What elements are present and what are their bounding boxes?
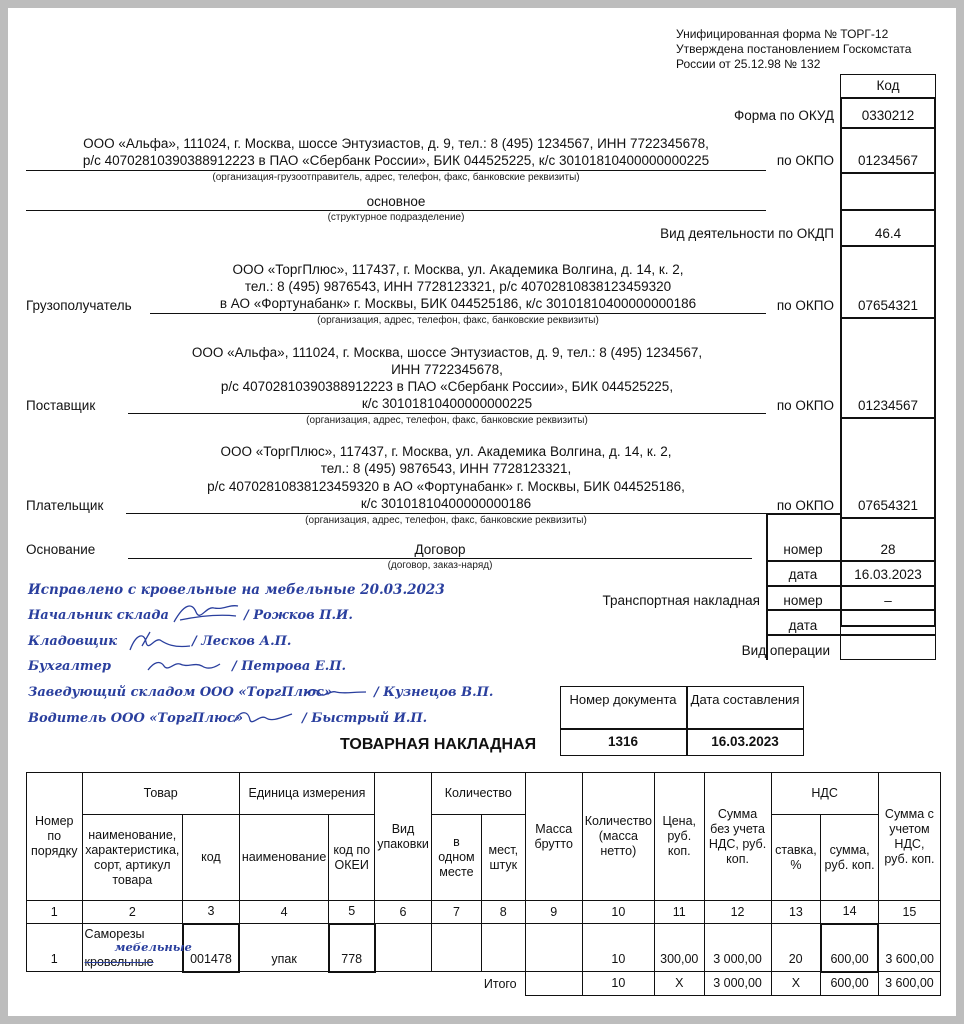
invoice-document xyxy=(8,8,956,1016)
col-number: 1 xyxy=(27,901,83,924)
supplier-line1: ООО «Альфа», 111024, г. Москва, шоссе Энтузиастов, д. 9, тел.: 8 (495) 1234567, xyxy=(191,345,703,360)
transport-label: Транспортная накладная xyxy=(602,593,760,608)
goods-table xyxy=(26,772,941,996)
row-code: 001478 xyxy=(183,924,240,972)
code-header: Код xyxy=(876,78,900,93)
payer-line1: ООО «ТоргПлюс», 117437, г. Москва, ул. Академика Волгина, д. 14, к. 2, xyxy=(220,444,672,459)
form-title-line3: России от 25.12.98 № 132 xyxy=(676,57,821,71)
head-name: / Рожков П.И. xyxy=(244,608,353,623)
division-hint: (структурное подразделение) xyxy=(327,212,465,223)
receiver-role: Заведующий складом ООО «ТоргПлюс» xyxy=(28,685,333,700)
shipper-okpo-value: 01234567 xyxy=(857,153,919,168)
supplier-okpo-value: 01234567 xyxy=(857,398,919,413)
row-unit: упак xyxy=(239,924,329,972)
header-sum-vat: Сумма с учетом НДС, руб. коп. xyxy=(878,773,940,901)
row-qty-one xyxy=(431,924,481,972)
operation-label: Вид операции xyxy=(741,643,830,658)
row-name-printed-2: кровельные xyxy=(84,955,154,969)
doc-number-header: Номер документа xyxy=(569,692,677,707)
supplier-line4: к/с 30101810400000000225 xyxy=(361,396,533,411)
col-number: 4 xyxy=(239,901,329,924)
header-vat-rate: ставка, % xyxy=(771,815,821,901)
doc-date-value: 16.03.2023 xyxy=(711,734,779,749)
shipper-line1: ООО «Альфа», 111024, г. Москва, шоссе Энтузиастов, д. 9, тел.: 8 (495) 1234567, ИНН 7722345678, xyxy=(83,136,709,151)
total-row xyxy=(27,972,941,996)
col-number: 9 xyxy=(525,901,582,924)
total-price: Х xyxy=(654,972,704,996)
keeper-role: Кладовщик xyxy=(28,634,118,649)
accountant-signature xyxy=(144,652,224,680)
okdp-value: 46.4 xyxy=(874,226,902,241)
driver-role: Водитель ООО «ТоргПлюс» xyxy=(28,711,244,726)
basis-date-label: дата xyxy=(788,567,818,582)
form-title-line1: Унифицированная форма № ТОРГ-12 xyxy=(676,27,889,41)
shipper-okpo-label: по ОКПО xyxy=(776,153,834,168)
okud-value: 0330212 xyxy=(861,108,915,123)
basis-label: Основание xyxy=(26,542,96,557)
col-number: 7 xyxy=(431,901,481,924)
total-net: 10 xyxy=(582,972,654,996)
header-vat: НДС xyxy=(771,773,878,815)
document-title: ТОВАРНАЯ НАКЛАДНАЯ xyxy=(340,736,537,753)
basis-number-value: 28 xyxy=(880,542,896,557)
consignee-hint: (организация, адрес, телефон, факс, банковские реквизиты) xyxy=(317,315,599,326)
col-number: 15 xyxy=(878,901,940,924)
header-net: Количество (масса нетто) xyxy=(582,773,654,901)
accountant-role: Бухгалтер xyxy=(28,659,112,674)
receiver-name: / Кузнецов В.П. xyxy=(374,685,494,700)
col-number: 10 xyxy=(582,901,654,924)
transport-date-label: дата xyxy=(788,618,818,633)
payer-line3: р/с 40702810838123459320 в АО «Фортунабанк» г. Москвы, БИК 044525186, xyxy=(207,479,685,494)
basis-hint: (договор, заказ-наряд) xyxy=(387,560,493,571)
doc-date-header: Дата составления xyxy=(690,692,800,707)
driver-name: / Быстрый И.П. xyxy=(302,711,428,726)
payer-line4: к/с 30101810400000000186 xyxy=(360,496,532,511)
row-price: 300,00 xyxy=(654,924,704,972)
consignee-okpo-label: по ОКПО xyxy=(776,298,834,313)
header-goods-name: наименование, характеристика, сорт, артикул товара xyxy=(82,815,183,901)
header-qty: Количество xyxy=(431,773,525,815)
header-unit-okei: код по ОКЕИ xyxy=(329,815,375,901)
consignee-line2: тел.: 8 (495) 9876543, ИНН 7728123321, р/с 40702810838123459320 xyxy=(244,279,672,294)
head-role: Начальник склада xyxy=(28,608,169,623)
total-sum-vat: 3 600,00 xyxy=(878,972,940,996)
col-number: 8 xyxy=(481,901,525,924)
row-net: 10 xyxy=(582,924,654,972)
header-pack: Вид упаковки xyxy=(375,773,432,901)
total-sum-novat: 3 000,00 xyxy=(704,972,771,996)
header-sum-novat: Сумма без учета НДС, руб. коп. xyxy=(704,773,771,901)
total-vat-rate: Х xyxy=(771,972,821,996)
supplier-label: Поставщик xyxy=(26,398,96,413)
okdp-label: Вид деятельности по ОКДП xyxy=(660,226,834,241)
transport-number-label: номер xyxy=(783,593,823,608)
consignee-label: Грузополучатель xyxy=(26,298,132,313)
header-num: Номер по порядку xyxy=(27,773,83,901)
supplier-line3: р/с 40702810390388912223 в ПАО «Сбербанк России», БИК 044525225, xyxy=(220,379,674,394)
row-vat-rate: 20 xyxy=(771,924,821,972)
okud-label: Форма по ОКУД xyxy=(733,108,834,123)
header-gross: Масса брутто xyxy=(525,773,582,901)
shipper-hint: (организация-грузоотправитель, адрес, телефон, факс, банковские реквизиты) xyxy=(212,172,580,183)
table-row xyxy=(27,924,941,972)
keeper-name: / Лесков А.П. xyxy=(192,634,292,649)
row-name-printed-1: Саморезы xyxy=(84,927,145,941)
basis-value: Договор xyxy=(414,542,466,557)
header-goods: Товар xyxy=(82,773,239,815)
header-qty-one: в одном месте xyxy=(431,815,481,901)
supplier-okpo-label: по ОКПО xyxy=(776,398,834,413)
col-number: 14 xyxy=(821,901,879,924)
col-number: 12 xyxy=(704,901,771,924)
col-number: 5 xyxy=(329,901,375,924)
payer-okpo-value: 07654321 xyxy=(857,498,919,513)
transport-number-value: – xyxy=(884,593,892,608)
row-gross xyxy=(525,924,582,972)
consignee-line3: в АО «Фортунабанк» г. Москвы, БИК 044525186, к/с 30101810400000000186 xyxy=(219,296,697,311)
row-name xyxy=(82,924,192,972)
col-number: 3 xyxy=(183,901,240,924)
header-unit: Единица измерения xyxy=(239,773,374,815)
total-vat-sum: 600,00 xyxy=(821,972,879,996)
consignee-okpo-value: 07654321 xyxy=(857,298,919,313)
col-number: 13 xyxy=(771,901,821,924)
col-number: 2 xyxy=(82,901,183,924)
row-qty-places xyxy=(481,924,525,972)
header-goods-code: код xyxy=(183,815,240,901)
header-price: Цена, руб. коп. xyxy=(654,773,704,901)
payer-line2: тел.: 8 (495) 9876543, ИНН 7728123321, xyxy=(320,461,572,476)
payer-okpo-label: по ОКПО xyxy=(776,498,834,513)
basis-date-value: 16.03.2023 xyxy=(854,567,922,582)
row-vat-sum: 600,00 xyxy=(821,924,879,972)
shipper-line2: р/с 40702810390388912223 в ПАО «Сбербанк России», БИК 044525225, к/с 30101810400000000225 xyxy=(82,153,710,168)
supplier-line2: ИНН 7722345678, xyxy=(391,362,503,377)
total-label: Итого xyxy=(483,976,517,991)
division-value: основное xyxy=(366,194,426,209)
form-title-line2: Утверждена постановлением Госкомстата xyxy=(676,42,912,56)
correction-note: Исправлено с кровельные на мебельные 20.03.2023 xyxy=(28,582,445,598)
payer-label: Плательщик xyxy=(26,498,104,513)
total-gross xyxy=(525,972,582,996)
driver-signature xyxy=(230,704,300,732)
row-pack xyxy=(375,924,432,972)
row-sum-novat: 3 000,00 xyxy=(704,924,771,972)
header-unit-name: наименование xyxy=(239,815,329,901)
payer-hint: (организация, адрес, телефон, факс, банковские реквизиты) xyxy=(305,515,587,526)
basis-number-label: номер xyxy=(783,542,823,557)
col-number: 6 xyxy=(375,901,432,924)
consignee-line1: ООО «ТоргПлюс», 117437, г. Москва, ул. Академика Волгина, д. 14, к. 2, xyxy=(232,262,684,277)
accountant-name: / Петрова Е.П. xyxy=(232,659,347,674)
row-okei: 778 xyxy=(329,924,375,972)
header-vat-sum: сумма, руб. коп. xyxy=(821,815,879,901)
row-sum-vat: 3 600,00 xyxy=(878,924,940,972)
transport-date-value: – xyxy=(884,618,892,633)
doc-number-value: 1316 xyxy=(607,734,639,749)
col-number: 11 xyxy=(654,901,704,924)
row-name-correction: мебельные xyxy=(114,940,192,954)
supplier-hint: (организация, адрес, телефон, факс, банковские реквизиты) xyxy=(306,415,588,426)
row-num: 1 xyxy=(27,924,83,972)
header-qty-places: мест, штук xyxy=(481,815,525,901)
receiver-signature xyxy=(300,680,370,706)
